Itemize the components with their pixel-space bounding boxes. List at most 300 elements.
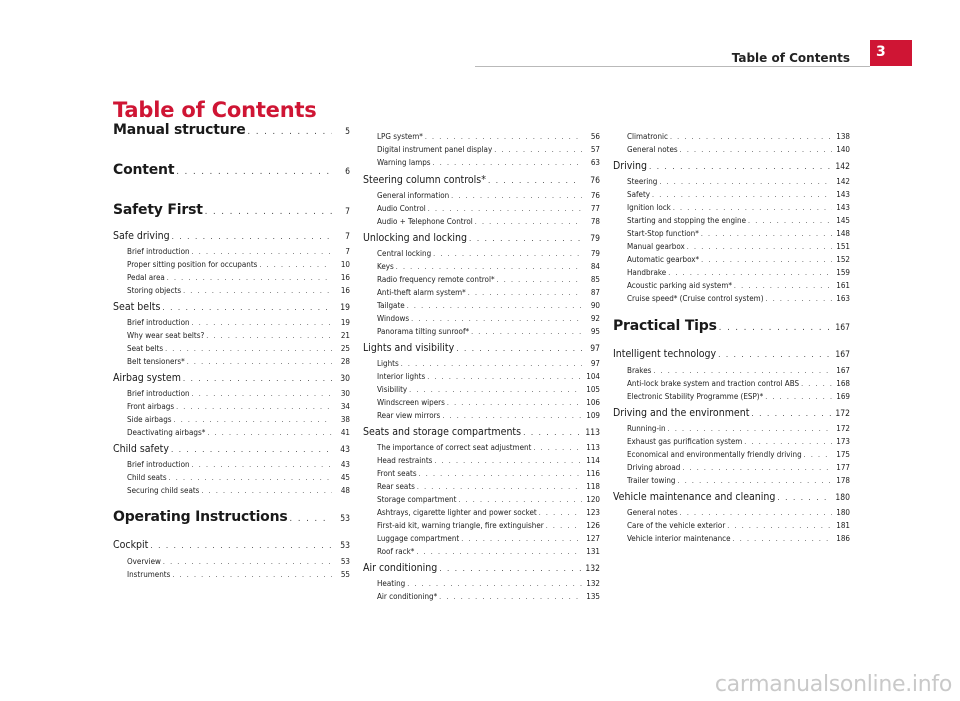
toc-subentry[interactable] bbox=[113, 428, 350, 437]
toc-entry-page: 7 bbox=[345, 207, 350, 217]
toc-subentry[interactable] bbox=[363, 158, 600, 167]
toc-dot-leader bbox=[678, 477, 833, 485]
toc-entry-title: Why wear seat belts? bbox=[127, 331, 205, 340]
toc-section-heading[interactable] bbox=[363, 342, 600, 354]
toc-entry-title: Brakes bbox=[627, 366, 652, 375]
toc-dot-leader bbox=[206, 332, 332, 340]
toc-subentry[interactable] bbox=[113, 331, 350, 340]
toc-dot-leader bbox=[192, 319, 332, 327]
toc-dot-leader bbox=[171, 445, 332, 454]
toc-subentry[interactable] bbox=[363, 547, 600, 556]
toc-entry-page: 85 bbox=[590, 275, 600, 284]
toc-entry-page: 132 bbox=[585, 564, 600, 574]
toc-entry-title: General notes bbox=[627, 145, 678, 154]
toc-dot-leader bbox=[411, 315, 582, 323]
toc-dot-leader bbox=[488, 176, 582, 185]
toc-dot-leader bbox=[207, 429, 332, 437]
toc-dot-leader bbox=[447, 399, 582, 407]
toc-dot-leader bbox=[673, 204, 832, 212]
toc-entry-title: Roof rack* bbox=[377, 547, 415, 556]
toc-dot-leader bbox=[766, 295, 832, 303]
toc-dot-leader bbox=[259, 261, 332, 269]
toc-subentry[interactable] bbox=[363, 359, 600, 368]
toc-entry-page: 97 bbox=[590, 344, 600, 354]
toc-entry-page: 55 bbox=[340, 570, 350, 579]
toc-entry-title: Belt tensioners* bbox=[127, 357, 185, 366]
toc-dot-leader bbox=[169, 474, 332, 482]
toc-section-heading[interactable] bbox=[113, 230, 350, 242]
toc-section-heading[interactable] bbox=[113, 539, 350, 551]
toc-dot-leader bbox=[183, 374, 332, 383]
toc-entry-title: Instruments bbox=[127, 570, 171, 579]
toc-entry-title: Cruise speed* (Cruise control system) bbox=[627, 294, 764, 303]
toc-dot-leader bbox=[456, 344, 582, 353]
toc-dot-leader bbox=[469, 234, 582, 243]
toc-dot-leader bbox=[192, 390, 332, 398]
toc-entry-page: 180 bbox=[835, 493, 850, 503]
toc-entry-page: 45 bbox=[340, 473, 350, 482]
toc-entry-title: Climatronic bbox=[627, 132, 668, 141]
toc-dot-leader bbox=[727, 522, 832, 530]
toc-subentry[interactable] bbox=[613, 424, 850, 433]
toc-entry-page: 131 bbox=[586, 547, 600, 556]
toc-dot-leader bbox=[176, 167, 332, 177]
toc-entry-title: Seats and storage compartments bbox=[363, 426, 522, 438]
toc-subentry[interactable] bbox=[613, 268, 850, 277]
toc-entry-page: 113 bbox=[586, 443, 600, 452]
toc-subentry[interactable] bbox=[613, 145, 850, 154]
toc-dot-leader bbox=[468, 289, 582, 297]
toc-entry-title: Storage compartment bbox=[377, 495, 457, 504]
toc-subentry[interactable] bbox=[613, 476, 850, 485]
toc-entry-page: 53 bbox=[340, 541, 350, 551]
toc-entry-page: 78 bbox=[590, 217, 600, 226]
toc-part-heading[interactable] bbox=[613, 318, 850, 334]
toc-entry-page: 143 bbox=[836, 190, 850, 199]
toc-part-heading[interactable] bbox=[113, 509, 350, 525]
toc-dot-leader bbox=[701, 230, 832, 238]
toc-entry-title: Lights and visibility bbox=[363, 342, 455, 354]
toc-subentry[interactable] bbox=[113, 557, 350, 566]
toc-entry-title: Brief introduction bbox=[127, 247, 190, 256]
toc-entry-title: Audio + Telephone Control bbox=[377, 217, 473, 226]
toc-subentry[interactable] bbox=[363, 579, 600, 588]
toc-subentry[interactable] bbox=[613, 534, 850, 543]
toc-entry-page: 167 bbox=[835, 323, 850, 333]
toc-entry-title: Exhaust gas purification system bbox=[627, 437, 743, 446]
toc-entry-page: 28 bbox=[340, 357, 350, 366]
toc-dot-leader bbox=[407, 580, 582, 588]
toc-dot-leader bbox=[748, 217, 832, 225]
toc-entry-page: 38 bbox=[340, 415, 350, 424]
toc-dot-leader bbox=[165, 345, 332, 353]
toc-subentry[interactable] bbox=[613, 190, 850, 199]
toc-entry-title: Air conditioning* bbox=[377, 592, 438, 601]
toc-entry-page: 132 bbox=[586, 579, 600, 588]
toc-section-heading[interactable] bbox=[613, 348, 850, 360]
toc-entry-page: 48 bbox=[340, 486, 350, 495]
toc-entry-title: Keys bbox=[377, 262, 394, 271]
toc-dot-leader bbox=[419, 470, 582, 478]
toc-entry-title: Steering column controls* bbox=[363, 174, 486, 186]
toc-dot-leader bbox=[680, 509, 832, 517]
toc-dot-leader bbox=[428, 205, 582, 213]
toc-entry-title: Airbag system bbox=[113, 372, 181, 384]
toc-entry-page: 43 bbox=[340, 460, 350, 469]
toc-dot-leader bbox=[765, 393, 832, 401]
toc-entry-title: Running-in bbox=[627, 424, 666, 433]
toc-subentry[interactable] bbox=[113, 260, 350, 269]
toc-dot-leader bbox=[150, 541, 332, 550]
toc-subentry[interactable] bbox=[613, 294, 850, 303]
toc-entry-title: Care of the vehicle exterior bbox=[627, 521, 726, 530]
toc-entry-title: General notes bbox=[627, 508, 678, 517]
toc-entry-title: Start-Stop function* bbox=[627, 229, 699, 238]
toc-entry-page: 163 bbox=[836, 294, 850, 303]
toc-dot-leader bbox=[176, 403, 332, 411]
toc-entry-page: 79 bbox=[590, 249, 600, 258]
toc-entry-title: Panorama tilting sunroof* bbox=[377, 327, 470, 336]
toc-entry-page: 142 bbox=[836, 177, 850, 186]
toc-section-heading[interactable] bbox=[113, 301, 350, 313]
toc-dot-leader bbox=[416, 548, 582, 556]
toc-subentry[interactable] bbox=[363, 592, 600, 601]
toc-entry-page: 118 bbox=[586, 482, 600, 491]
toc-entry-title: Practical Tips bbox=[613, 318, 717, 334]
toc-dot-leader bbox=[475, 218, 582, 226]
toc-entry-page: 135 bbox=[586, 592, 600, 601]
toc-dot-leader bbox=[682, 464, 832, 472]
toc-entry-title: Deactivating airbags* bbox=[127, 428, 206, 437]
toc-entry-page: 30 bbox=[340, 389, 350, 398]
toc-section-heading[interactable] bbox=[613, 407, 850, 419]
toc-subentry[interactable] bbox=[113, 318, 350, 327]
toc-entry-title: Acoustic parking aid system* bbox=[627, 281, 732, 290]
toc-section-heading[interactable] bbox=[613, 491, 850, 503]
toc-entry-title: Electronic Stability Programme (ESP)* bbox=[627, 392, 764, 401]
toc-subentry[interactable] bbox=[613, 177, 850, 186]
toc-subentry[interactable] bbox=[113, 273, 350, 282]
toc-subentry[interactable] bbox=[613, 437, 850, 446]
toc-dot-leader bbox=[718, 350, 832, 359]
toc-entry-title: Intelligent technology bbox=[613, 348, 717, 360]
toc-section-heading[interactable] bbox=[113, 443, 350, 455]
toc-entry-title: Child seats bbox=[127, 473, 167, 482]
toc-entry-title: Content bbox=[113, 162, 175, 178]
toc-dot-leader bbox=[451, 192, 582, 200]
toc-entry-title: Unlocking and locking bbox=[363, 232, 468, 244]
toc-entry-title: Manual gearbox bbox=[627, 242, 685, 251]
toc-section-heading[interactable] bbox=[113, 372, 350, 384]
toc-dot-leader bbox=[649, 162, 832, 171]
toc-entry-title: Ashtrays, cigarette lighter and power socket bbox=[377, 508, 537, 517]
toc-entry-title: Radio frequency remote control* bbox=[377, 275, 495, 284]
toc-subentry[interactable] bbox=[113, 486, 350, 495]
toc-dot-leader bbox=[653, 367, 832, 375]
toc-section-heading[interactable] bbox=[363, 232, 600, 244]
toc-part-heading[interactable] bbox=[113, 202, 350, 218]
toc-section-heading[interactable] bbox=[363, 174, 600, 186]
toc-entry-title: Brief introduction bbox=[127, 389, 190, 398]
toc-subentry[interactable] bbox=[613, 255, 850, 264]
toc-section-heading[interactable] bbox=[613, 160, 850, 172]
toc-entry-page: 167 bbox=[836, 366, 850, 375]
toc-entry-title: Audio Control bbox=[377, 204, 426, 213]
toc-entry-page: 53 bbox=[340, 514, 350, 524]
toc-dot-leader bbox=[458, 496, 582, 504]
toc-entry-page: 25 bbox=[340, 344, 350, 353]
toc-subentry[interactable] bbox=[363, 521, 600, 530]
toc-subentry[interactable] bbox=[113, 402, 350, 411]
toc-entry-page: 151 bbox=[836, 242, 850, 251]
toc-subentry[interactable] bbox=[613, 366, 850, 375]
toc-entry-page: 181 bbox=[836, 521, 850, 530]
toc-subentry[interactable] bbox=[363, 288, 600, 297]
toc-entry-page: 161 bbox=[836, 281, 850, 290]
toc-dot-leader bbox=[290, 514, 332, 524]
toc-dot-leader bbox=[433, 250, 582, 258]
toc-entry-page: 180 bbox=[836, 508, 850, 517]
toc-entry-page: 172 bbox=[836, 424, 850, 433]
toc-subentry[interactable] bbox=[113, 415, 350, 424]
toc-subentry[interactable] bbox=[363, 217, 600, 226]
running-header-title: Table of Contents bbox=[731, 51, 850, 65]
toc-entry-page: 57 bbox=[590, 145, 600, 154]
toc-entry-page: 63 bbox=[590, 158, 600, 167]
toc-entry-title: Vehicle interior maintenance bbox=[627, 534, 731, 543]
toc-subentry[interactable] bbox=[363, 132, 600, 141]
toc-subentry[interactable] bbox=[613, 132, 850, 141]
toc-entry-page: 109 bbox=[586, 411, 600, 420]
toc-dot-leader bbox=[668, 269, 832, 277]
toc-subentry[interactable] bbox=[363, 534, 600, 543]
toc-subentry[interactable] bbox=[613, 242, 850, 251]
toc-dot-leader bbox=[174, 416, 332, 424]
toc-entry-title: Economical and environmentally friendly driving bbox=[627, 450, 802, 459]
toc-entry-title: Safety First bbox=[113, 202, 203, 218]
toc-entry-title: General information bbox=[377, 191, 450, 200]
toc-dot-leader bbox=[461, 535, 582, 543]
toc-subentry[interactable] bbox=[613, 379, 850, 388]
toc-entry-title: Child safety bbox=[113, 443, 169, 455]
toc-entry-title: Head restraints bbox=[377, 456, 433, 465]
toc-subentry[interactable] bbox=[363, 456, 600, 465]
toc-subentry[interactable] bbox=[113, 570, 350, 579]
toc-part-heading[interactable] bbox=[113, 122, 350, 138]
toc-subentry[interactable] bbox=[613, 508, 850, 517]
toc-dot-leader bbox=[407, 302, 582, 310]
toc-subentry[interactable] bbox=[363, 443, 600, 452]
toc-subentry[interactable] bbox=[363, 145, 600, 154]
toc-entry-page: 43 bbox=[340, 445, 350, 455]
toc-entry-page: 97 bbox=[590, 359, 600, 368]
toc-dot-leader bbox=[401, 360, 582, 368]
toc-dot-leader bbox=[777, 493, 832, 502]
toc-dot-leader bbox=[719, 323, 832, 333]
toc-entry-title: Seat belts bbox=[113, 301, 161, 313]
toc-entry-title: Windows bbox=[377, 314, 410, 323]
toc-entry-page: 116 bbox=[586, 469, 600, 478]
toc-entry-title: Lights bbox=[377, 359, 399, 368]
toc-entry-page: 186 bbox=[836, 534, 850, 543]
page-title: Table of Contents bbox=[113, 98, 317, 122]
toc-subentry[interactable] bbox=[363, 191, 600, 200]
watermark: carmanualsonline.info bbox=[714, 672, 952, 697]
toc-subentry[interactable] bbox=[113, 357, 350, 366]
toc-dot-leader bbox=[427, 373, 582, 381]
toc-dot-leader bbox=[167, 274, 332, 282]
toc-dot-leader bbox=[804, 451, 832, 459]
page-header bbox=[0, 0, 960, 65]
toc-entry-page: 175 bbox=[836, 450, 850, 459]
toc-subentry[interactable] bbox=[363, 398, 600, 407]
toc-entry-page: 21 bbox=[340, 331, 350, 340]
toc-entry-title: Trailer towing bbox=[627, 476, 676, 485]
toc-dot-leader bbox=[409, 386, 582, 394]
toc-subentry[interactable] bbox=[363, 327, 600, 336]
toc-subentry[interactable] bbox=[363, 495, 600, 504]
toc-entry-page: 90 bbox=[590, 301, 600, 310]
toc-subentry[interactable] bbox=[363, 469, 600, 478]
toc-entry-page: 159 bbox=[836, 268, 850, 277]
toc-entry-page: 148 bbox=[836, 229, 850, 238]
toc-subentry[interactable] bbox=[613, 281, 850, 290]
toc-dot-leader bbox=[433, 159, 582, 167]
toc-subentry[interactable] bbox=[113, 389, 350, 398]
toc-subentry[interactable] bbox=[363, 508, 600, 517]
toc-dot-leader bbox=[434, 457, 582, 465]
toc-dot-leader bbox=[187, 358, 332, 366]
toc-entry-page: 53 bbox=[340, 557, 350, 566]
toc-entry-title: Rear seats bbox=[377, 482, 415, 491]
toc-subentry[interactable] bbox=[613, 203, 850, 212]
toc-entry-title: The importance of correct seat adjustment bbox=[377, 443, 532, 452]
toc-entry-page: 169 bbox=[836, 392, 850, 401]
toc-entry-page: 79 bbox=[590, 234, 600, 244]
toc-dot-leader bbox=[734, 282, 832, 290]
toc-entry-page: 173 bbox=[836, 437, 850, 446]
toc-entry-page: 56 bbox=[590, 132, 600, 141]
toc-entry-title: Handbrake bbox=[627, 268, 667, 277]
toc-entry-title: Steering bbox=[627, 177, 658, 186]
toc-dot-leader bbox=[533, 444, 582, 452]
toc-subentry[interactable] bbox=[613, 521, 850, 530]
toc-entry-title: Heating bbox=[377, 579, 406, 588]
toc-subentry[interactable] bbox=[613, 229, 850, 238]
toc-dot-leader bbox=[471, 328, 582, 336]
toc-subentry[interactable] bbox=[113, 286, 350, 295]
toc-subentry[interactable] bbox=[113, 460, 350, 469]
toc-entry-page: 77 bbox=[590, 204, 600, 213]
toc-entry-page: 167 bbox=[835, 350, 850, 360]
toc-part-heading[interactable] bbox=[113, 162, 350, 178]
toc-subentry[interactable] bbox=[613, 216, 850, 225]
toc-entry-page: 5 bbox=[345, 127, 350, 137]
toc-dot-leader bbox=[205, 207, 332, 217]
toc-dot-leader bbox=[192, 461, 332, 469]
toc-entry-title: Starting and stopping the engine bbox=[627, 216, 747, 225]
toc-section-heading[interactable] bbox=[363, 426, 600, 438]
toc-entry-page: 105 bbox=[586, 385, 600, 394]
toc-entry-title: Safe driving bbox=[113, 230, 170, 242]
toc-entry-title: Digital instrument panel display bbox=[377, 145, 493, 154]
toc-entry-page: 123 bbox=[586, 508, 600, 517]
toc-entry-page: 76 bbox=[590, 191, 600, 200]
toc-entry-title: Driving and the environment bbox=[613, 407, 750, 419]
header-rule bbox=[475, 66, 870, 67]
toc-dot-leader bbox=[523, 428, 582, 437]
toc-dot-leader bbox=[733, 535, 832, 543]
toc-dot-leader bbox=[442, 412, 582, 420]
toc-entry-page: 41 bbox=[340, 428, 350, 437]
toc-entry-title: Safety bbox=[627, 190, 651, 199]
toc-subentry[interactable] bbox=[613, 463, 850, 472]
toc-subentry[interactable] bbox=[363, 262, 600, 271]
toc-entry-page: 95 bbox=[590, 327, 600, 336]
toc-entry-title: Front airbags bbox=[127, 402, 175, 411]
toc-subentry[interactable] bbox=[363, 249, 600, 258]
toc-entry-title: Driving bbox=[613, 160, 647, 172]
toc-entry-title: Brief introduction bbox=[127, 318, 190, 327]
toc-dot-leader bbox=[183, 287, 332, 295]
toc-entry-title: Seat belts bbox=[127, 344, 164, 353]
toc-subentry[interactable] bbox=[363, 275, 600, 284]
toc-dot-leader bbox=[497, 276, 582, 284]
toc-entry-title: Operating Instructions bbox=[113, 509, 288, 525]
toc-dot-leader bbox=[652, 191, 832, 199]
toc-subentry[interactable] bbox=[363, 411, 600, 420]
toc-entry-title: First-aid kit, warning triangle, fire extinguisher bbox=[377, 521, 544, 530]
toc-entry-title: Tailgate bbox=[377, 301, 405, 310]
toc-entry-page: 7 bbox=[345, 232, 350, 242]
toc-subentry[interactable] bbox=[363, 372, 600, 381]
toc-subentry[interactable] bbox=[613, 450, 850, 459]
toc-entry-page: 114 bbox=[586, 456, 600, 465]
toc-entry-page: 177 bbox=[836, 463, 850, 472]
toc-entry-page: 172 bbox=[835, 409, 850, 419]
toc-dot-leader bbox=[680, 146, 832, 154]
toc-subentry[interactable] bbox=[113, 247, 350, 256]
toc-entry-page: 19 bbox=[340, 303, 350, 313]
toc-subentry[interactable] bbox=[113, 344, 350, 353]
toc-subentry[interactable] bbox=[613, 392, 850, 401]
toc-entry-page: 6 bbox=[345, 167, 350, 177]
toc-entry-page: 138 bbox=[836, 132, 850, 141]
toc-entry-page: 87 bbox=[590, 288, 600, 297]
toc-dot-leader bbox=[539, 509, 582, 517]
toc-subentry[interactable] bbox=[363, 482, 600, 491]
page-number-badge: 3 bbox=[870, 40, 912, 66]
toc-entry-page: 126 bbox=[586, 521, 600, 530]
toc-entry-page: 19 bbox=[340, 318, 350, 327]
toc-subentry[interactable] bbox=[363, 301, 600, 310]
toc-subentry[interactable] bbox=[363, 385, 600, 394]
toc-entry-title: Front seats bbox=[377, 469, 417, 478]
toc-subentry[interactable] bbox=[363, 314, 600, 323]
toc-subentry[interactable] bbox=[113, 473, 350, 482]
toc-entry-title: Visibility bbox=[377, 385, 408, 394]
toc-entry-page: 113 bbox=[585, 428, 600, 438]
toc-subentry[interactable] bbox=[363, 204, 600, 213]
toc-dot-leader bbox=[201, 487, 332, 495]
toc-entry-title: Air conditioning bbox=[363, 562, 438, 574]
toc-section-heading[interactable] bbox=[363, 562, 600, 574]
toc-entry-page: 140 bbox=[836, 145, 850, 154]
toc-entry-page: 10 bbox=[340, 260, 350, 269]
toc-dot-leader bbox=[701, 256, 832, 264]
toc-entry-page: 127 bbox=[586, 534, 600, 543]
toc-entry-title: Interior lights bbox=[377, 372, 426, 381]
